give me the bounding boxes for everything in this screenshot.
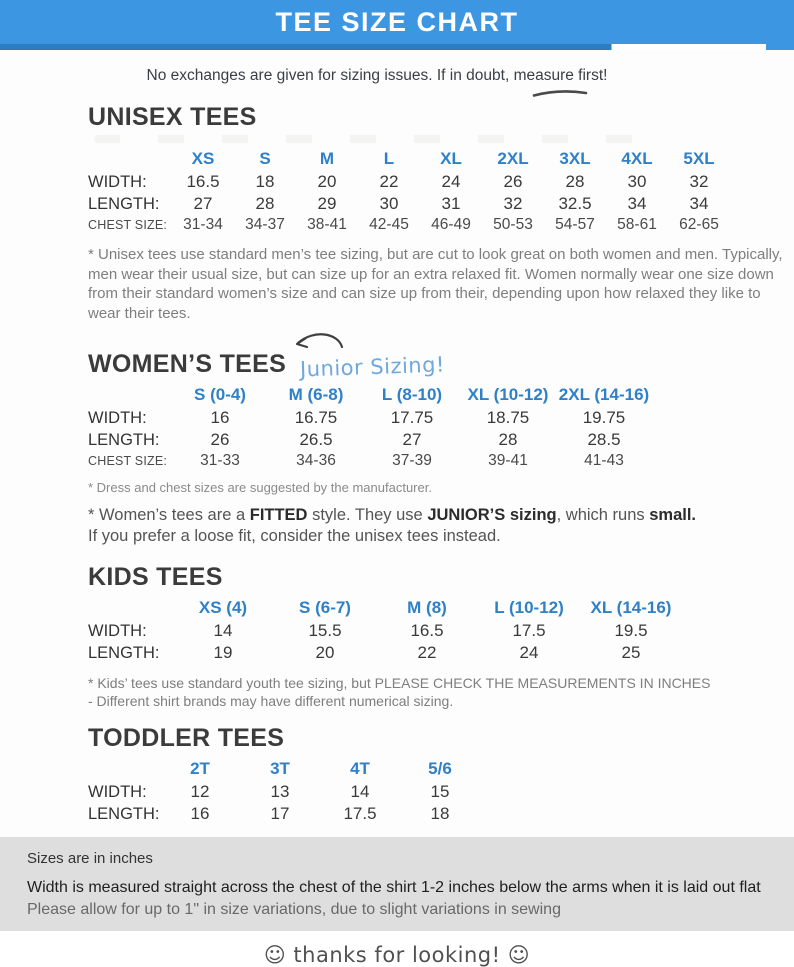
measurement-row	[88, 407, 652, 429]
size-value-cell: 17.5	[343, 804, 377, 824]
size-value-cell: 19.5	[614, 621, 648, 641]
junior-sizing-label: Junior Sizing!	[299, 352, 446, 382]
womens-fitted-note	[88, 505, 794, 547]
kids-note	[88, 674, 794, 710]
size-column-header: S (0-4)	[194, 385, 246, 404]
size-column-header: 4XL	[621, 149, 653, 168]
size-value-cell: 62-65	[679, 216, 719, 233]
size-value-cell: 31-33	[200, 452, 240, 469]
size-value-cell: 26	[503, 172, 523, 191]
size-value-cell: 28	[565, 172, 585, 191]
size-value-cell: 12	[190, 782, 210, 802]
size-value-cell: 16.5	[186, 172, 220, 191]
size-value-cell: 54-57	[555, 216, 595, 233]
size-column-header: 3XL	[559, 149, 591, 168]
fitted-note-text: If you prefer a loose fit, consider the unisex tees instead.	[88, 527, 501, 545]
fitted-note-bold: JUNIOR’S sizing	[427, 505, 557, 524]
size-column-header: XL	[440, 149, 462, 168]
kids-size-table	[88, 597, 682, 664]
size-value-cell: 14	[213, 621, 233, 641]
exchange-notice	[0, 67, 794, 91]
size-header-row	[88, 597, 682, 620]
size-value-cell: 31	[441, 194, 461, 213]
fitted-note-text: * Women’s tees are a	[88, 505, 250, 524]
section-unisex	[0, 103, 794, 323]
size-column-header: M (6-8)	[288, 385, 344, 404]
size-value-cell: 58-61	[617, 216, 657, 233]
erased-text-artifact	[94, 135, 654, 143]
footer-note-line: Sizes are in inches	[27, 850, 153, 868]
size-column-header: M	[319, 149, 335, 168]
size-value-cell: 30	[627, 172, 647, 191]
row-label: WIDTH:	[88, 782, 147, 801]
size-value-cell: 46-49	[431, 216, 471, 233]
size-value-cell: 18	[430, 804, 450, 824]
size-header-row	[88, 384, 652, 407]
row-label-spacer	[88, 148, 172, 171]
size-value-cell: 24	[441, 172, 461, 191]
size-value-cell: 32	[503, 194, 523, 213]
measurement-row	[88, 451, 652, 471]
size-header-row	[88, 758, 480, 781]
size-value-cell: 20	[315, 643, 335, 663]
size-value-cell: 22	[417, 643, 437, 663]
size-value-cell: 19	[213, 643, 233, 663]
size-column-header: XS	[191, 149, 215, 168]
size-column-header: 3T	[270, 759, 290, 779]
size-value-cell: 37-39	[392, 452, 432, 469]
size-value-cell: 25	[621, 643, 641, 663]
measurement-row	[88, 642, 682, 664]
fitted-note-bold: small.	[649, 505, 697, 524]
measurement-row	[88, 429, 652, 451]
size-value-cell: 27	[402, 430, 422, 449]
size-column-header: XL (10-12)	[467, 385, 549, 404]
size-value-cell: 14	[350, 782, 370, 802]
measurement-row	[88, 781, 480, 803]
size-value-cell: 18.75	[486, 408, 530, 427]
size-value-cell: 24	[519, 643, 539, 663]
size-value-cell: 17.75	[390, 408, 434, 427]
fitted-note-text: style. They use	[307, 505, 428, 524]
section-title-womens: WOMEN’S TEES	[88, 350, 287, 378]
size-value-cell: 26	[210, 430, 230, 449]
row-label: WIDTH:	[88, 172, 147, 191]
row-label: CHEST SIZE:	[88, 454, 168, 468]
section-kids	[0, 563, 794, 710]
row-label: LENGTH:	[88, 430, 160, 449]
footer-notes	[0, 837, 794, 931]
size-value-cell: 28.5	[587, 430, 621, 449]
size-value-cell: 20	[317, 172, 337, 191]
row-label-spacer	[88, 384, 172, 407]
toddler-size-table	[88, 758, 480, 825]
size-value-cell: 15.5	[308, 621, 342, 641]
page-title: TEE SIZE CHART	[275, 6, 519, 37]
size-column-header: L	[383, 149, 395, 168]
row-label: LENGTH:	[88, 804, 160, 823]
size-value-cell: 16	[190, 804, 210, 824]
size-value-cell: 38-41	[307, 216, 347, 233]
size-value-cell: 15	[430, 782, 450, 802]
row-label: LENGTH:	[88, 194, 160, 213]
size-value-cell: 16.5	[410, 621, 444, 641]
row-label-spacer	[88, 597, 172, 620]
kids-note-line: * Kids’ tees use standard youth tee sizing, but PLEASE CHECK THE MEASUREMENTS IN INCHES	[88, 675, 711, 692]
size-column-header: 2XL	[497, 149, 529, 168]
size-column-header: XL (14-16)	[590, 598, 672, 618]
measurement-row	[88, 171, 730, 193]
measurement-row	[88, 620, 682, 642]
size-value-cell: 39-41	[488, 452, 528, 469]
footer-note-line: Width is measured straight across the chest of the shirt 1-2 inches below the arms when it is laid out flat	[27, 879, 761, 897]
row-label: LENGTH:	[88, 643, 160, 662]
row-label: WIDTH:	[88, 621, 147, 640]
womens-heading-row	[88, 339, 794, 382]
fitted-note-text: , which runs	[556, 505, 650, 524]
size-column-header: 5/6	[428, 759, 452, 779]
fitted-note-bold: FITTED	[249, 505, 308, 524]
section-toddler	[0, 724, 794, 825]
section-title-toddler: TODDLER TEES	[88, 724, 285, 753]
size-value-cell: 18	[255, 172, 275, 191]
section-title-unisex: UNISEX TEES	[88, 103, 257, 131]
section-title-kids: KIDS TEES	[88, 563, 223, 592]
section-womens	[0, 339, 794, 547]
measurement-row	[88, 215, 730, 235]
size-column-header: M (8)	[407, 598, 447, 618]
footer-note-line: Please allow for up to 1" in size variations, due to slight variations in sewing	[27, 901, 561, 919]
row-label-spacer	[88, 758, 160, 781]
banner-edge	[0, 44, 794, 50]
size-value-cell: 32.5	[558, 194, 592, 213]
size-column-header: L (8-10)	[381, 385, 443, 404]
size-value-cell: 41-43	[584, 452, 624, 469]
header-banner	[0, 0, 794, 44]
size-value-cell: 34-36	[296, 452, 336, 469]
size-value-cell: 16.75	[294, 408, 338, 427]
size-value-cell: 17	[270, 804, 290, 824]
size-value-cell: 13	[270, 782, 290, 802]
size-value-cell: 16	[210, 408, 230, 427]
size-value-cell: 29	[317, 194, 337, 213]
size-value-cell: 26.5	[299, 430, 333, 449]
kids-note-line: - Different shirt brands may have different numerical sizing.	[88, 693, 454, 710]
size-value-cell: 17.5	[512, 621, 546, 641]
size-column-header: 2XL (14-16)	[558, 385, 650, 404]
size-value-cell: 31-34	[183, 216, 223, 233]
thanks-message: ☺ thanks for looking! ☺	[263, 943, 531, 967]
exchange-notice-text: No exchanges are given for sizing issues. If in doubt, measure first!	[146, 67, 608, 84]
size-value-cell: 30	[379, 194, 399, 213]
size-value-cell: 28	[498, 430, 518, 449]
size-value-cell: 19.75	[582, 408, 626, 427]
size-value-cell: 42-45	[369, 216, 409, 233]
unisex-size-table	[88, 148, 730, 235]
junior-sizing-annotation	[299, 343, 446, 382]
size-column-header: 2T	[190, 759, 210, 779]
size-value-cell: 32	[689, 172, 709, 191]
size-column-header: 5XL	[683, 149, 715, 168]
row-label: CHEST SIZE:	[88, 218, 168, 232]
size-column-header: 4T	[350, 759, 370, 779]
size-value-cell: 34	[627, 194, 647, 213]
size-value-cell: 27	[193, 194, 213, 213]
size-column-header: S	[259, 149, 271, 168]
size-value-cell: 28	[255, 194, 275, 213]
unisex-note: * Unisex tees use standard men’s tee sizing, but are cut to look great on both women and men. Typically, men wear their usual size, but can size up for an extra relaxed fit. Women normally wear one size down from their standard women’s size and can size up from their, depending upon how relaxed they like to wear their tees.	[88, 246, 783, 322]
size-column-header: S (6-7)	[299, 598, 351, 618]
size-value-cell: 34-37	[245, 216, 285, 233]
size-column-header: XS (4)	[198, 598, 248, 618]
curved-arrow-icon	[286, 329, 350, 359]
size-value-cell: 22	[379, 172, 399, 191]
size-header-row	[88, 148, 730, 171]
measurement-row	[88, 803, 480, 825]
womens-manufacturer-note: * Dress and chest sizes are suggested by the manufacturer.	[88, 480, 432, 495]
row-label: WIDTH:	[88, 408, 147, 427]
size-value-cell: 34	[689, 194, 709, 213]
underline-swoosh-icon	[531, 88, 589, 98]
size-value-cell: 50-53	[493, 216, 533, 233]
measurement-row	[88, 193, 730, 215]
womens-size-table	[88, 384, 652, 471]
size-column-header: L (10-12)	[494, 598, 564, 618]
